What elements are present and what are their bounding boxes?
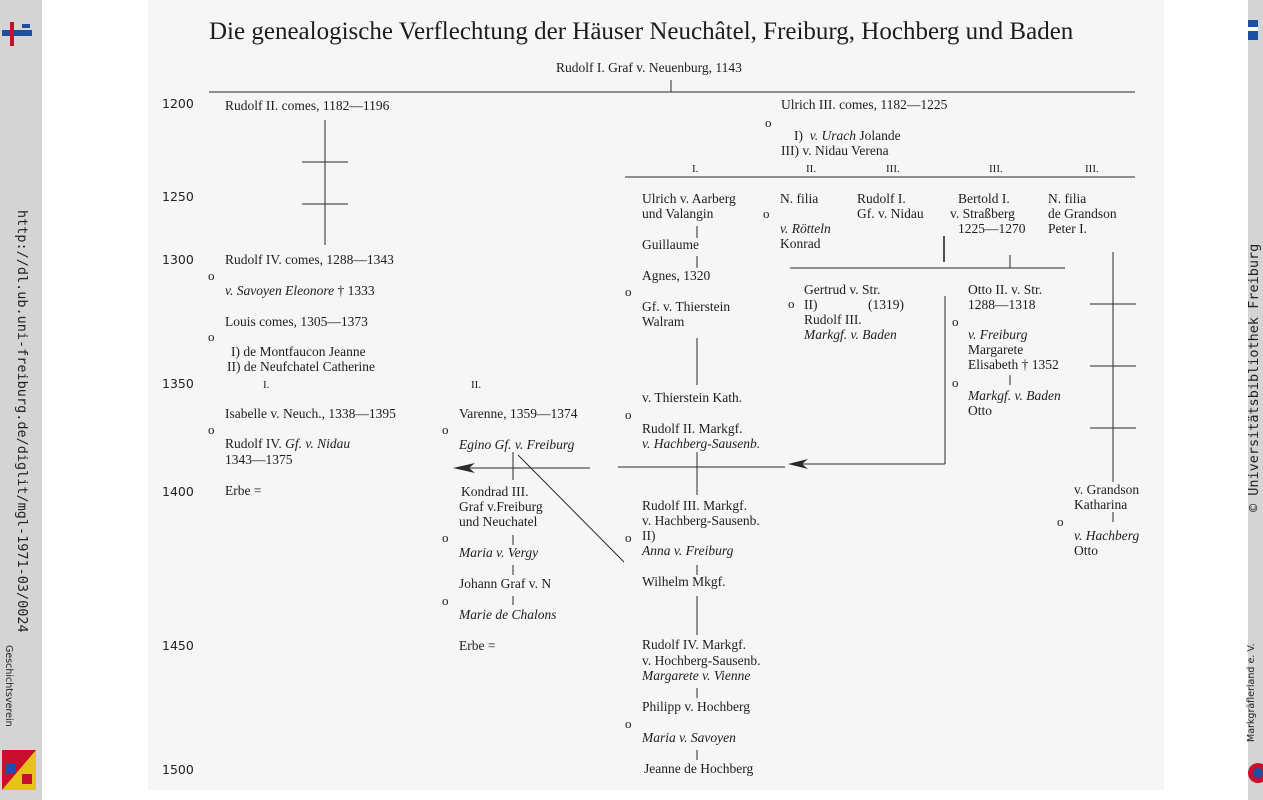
person-agnes: Agnes, 1320 [642, 268, 711, 283]
person-rudolf-nidau: Rudolf I. [857, 191, 906, 206]
marriage-mark: o [625, 284, 632, 299]
person-otto-hachberg: Otto [1074, 543, 1099, 558]
rudolf-4-house: v. Hochberg-Sausenb. [642, 653, 761, 668]
person-bertold: Bertold I. [958, 191, 1010, 206]
year-label: 1500 [162, 762, 194, 777]
rudolf-3-baden-title: Markgf. v. Baden [804, 327, 897, 342]
marriage-mark: o [952, 314, 959, 329]
person-philipp: Philipp v. Hochberg [642, 699, 750, 714]
rudolf-4-years: 1343—1375 [225, 452, 293, 467]
branch-label: I. [263, 379, 270, 391]
rudolf-2-house: v. Hachberg-Sausenb. [642, 436, 761, 451]
marriage-number: II) [804, 297, 818, 312]
source-url-margin[interactable]: http://dl.ub.uni-freiburg.de/diglit/mgl-1971-03/0024 [14, 210, 30, 633]
person-katharina: Katharina [1074, 497, 1128, 512]
person-egino: Egino Gf. v. Freiburg [459, 437, 575, 452]
grandson-house: de Grandson [1048, 206, 1117, 221]
marriage-mark: o [208, 422, 215, 437]
copyright-margin-text: © Universitätsbibliothek Freiburg [1246, 243, 1262, 512]
year-label: 1450 [162, 638, 194, 653]
person-rudolf-4-markgf: Rudolf IV. Markgf. [642, 637, 746, 652]
person-elisabeth: Elisabeth † 1352 [968, 357, 1059, 372]
year-label: 1350 [162, 376, 194, 391]
person-anna-freiburg: Anna v. Freiburg [642, 543, 734, 558]
branch-label: I. [692, 163, 699, 175]
year-label: 1400 [162, 484, 194, 499]
marriage-mark: o [1057, 514, 1064, 529]
year-label: 1300 [162, 252, 194, 267]
otto-2-years: 1288—1318 [968, 297, 1036, 312]
rudolf-nidau-title: Gf. v. Nidau [857, 206, 924, 221]
person-margarete: Margarete [968, 342, 1024, 357]
branch-label: II. [806, 163, 817, 175]
person-thierstein-kath: v. Thierstein Kath. [642, 390, 743, 405]
person-jeanne-hochberg: Jeanne de Hochberg [644, 761, 754, 776]
marriage-mark: o [625, 716, 632, 731]
house-freiburg: v. Freiburg [968, 327, 1028, 342]
person-louis: Louis comes, 1305—1373 [225, 314, 368, 329]
branch-label: II. [471, 379, 482, 391]
person-maria-savoyen: Maria v. Savoyen [642, 730, 736, 745]
person-rudolf-3-baden: Rudolf III. [804, 312, 862, 327]
person-n-filia-grandson: N. filia [1048, 191, 1087, 206]
marriage-mark: o [208, 329, 215, 344]
branch-label: III. [886, 163, 900, 175]
person-maria-vergy: Maria v. Vergy [459, 545, 539, 560]
house-roeteln: v. Rötteln [780, 221, 831, 236]
year-label: 1200 [162, 96, 194, 111]
marriage-mark: o [788, 296, 795, 311]
publisher-margin-text: Geschichtsverein [3, 645, 14, 727]
person-n-filia: N. filia [780, 191, 819, 206]
marriage-mark: o [625, 530, 632, 545]
house-grandson: v. Grandson [1074, 482, 1140, 497]
marriage-mark: o [442, 422, 449, 437]
spouse-jeanne: I) de Montfaucon Jeanne [231, 344, 366, 359]
person-rudolf-4: Rudolf IV. comes, 1288—1343 [225, 252, 394, 267]
person-ulrich-aarberg: Ulrich v. Aarberg [642, 191, 736, 206]
gertrud-year: (1319) [868, 297, 904, 312]
marriage-number: II) [642, 528, 656, 543]
person-guillaume: Guillaume [642, 237, 699, 252]
person-eleonore: v. Savoyen Eleonore † 1333 [225, 283, 375, 298]
person-rudolf-2: Rudolf II. comes, 1182—1196 [225, 98, 390, 113]
person-rudolf-4-nidau: Rudolf IV. Gf. v. Nidau [225, 436, 351, 451]
root-ancestor: Rudolf I. Graf v. Neuenburg, 1143 [556, 60, 742, 75]
person-isabelle: Isabelle v. Neuch., 1338—1395 [225, 406, 396, 421]
person-konrad: Konrad [780, 236, 821, 251]
house-hachberg: v. Hachberg [1074, 528, 1140, 543]
publisher-margin-text-right: Markgräflerland e. V. [1246, 643, 1257, 742]
kondrad-title: Graf v.Freiburg [459, 499, 543, 514]
person-gertrud: Gertrud v. Str. [804, 282, 881, 297]
marriage-mark: o [208, 268, 215, 283]
bertold-house: v. Straßberg [950, 206, 1015, 221]
spouse-jolande: I) v. Urach Jolande [794, 128, 901, 143]
spouse-catherine: II) de Neufchatel Catherine [227, 359, 376, 374]
person-varenne: Varenne, 1359—1374 [459, 406, 578, 421]
rudolf-3-house: v. Hachberg-Sausenb. [642, 513, 760, 528]
person-walram: Gf. v. Thierstein [642, 299, 731, 314]
aarberg-title: und Valangin [642, 206, 714, 221]
heir-label: Erbe = [459, 638, 496, 653]
person-marie-chalons: Marie de Chalons [459, 607, 557, 622]
person-peter: Peter I. [1048, 221, 1087, 236]
person-wilhelm: Wilhelm Mkgf. [642, 574, 726, 589]
person-johann: Johann Graf v. N [459, 576, 552, 591]
marriage-mark: o [625, 407, 632, 422]
person-margarete-vienne: Margarete v. Vienne [642, 668, 751, 683]
spouse-verena: III) v. Nidau Verena [781, 143, 889, 158]
bertold-years: 1225—1270 [958, 221, 1026, 236]
person-rudolf-3-markgf: Rudolf III. Markgf. [642, 498, 747, 513]
marriage-mark: o [763, 206, 770, 221]
heir-label: Erbe = [225, 483, 262, 498]
person-rudolf-2-markgf: Rudolf II. Markgf. [642, 421, 743, 436]
person-otto-2: Otto II. v. Str. [968, 282, 1043, 297]
marriage-mark: o [442, 593, 449, 608]
person-otto: Otto [968, 403, 993, 418]
marriage-mark: o [442, 530, 449, 545]
marriage-mark: o [952, 375, 959, 390]
person-ulrich-3: Ulrich III. comes, 1182—1225 [781, 97, 948, 112]
person-kondrad: Kondrad III. [461, 484, 529, 499]
branch-label: III. [989, 163, 1003, 175]
walram-name: Walram [642, 314, 685, 329]
marriage-mark: o [765, 115, 772, 130]
year-label: 1250 [162, 189, 194, 204]
kondrad-title-2: und Neuchatel [459, 514, 538, 529]
branch-label: III. [1085, 163, 1099, 175]
page-title: Die genealogische Verflechtung der Häuser Neuchâtel, Freiburg, Hochberg und Baden [209, 18, 1074, 45]
house-markgf-baden: Markgf. v. Baden [968, 388, 1061, 403]
